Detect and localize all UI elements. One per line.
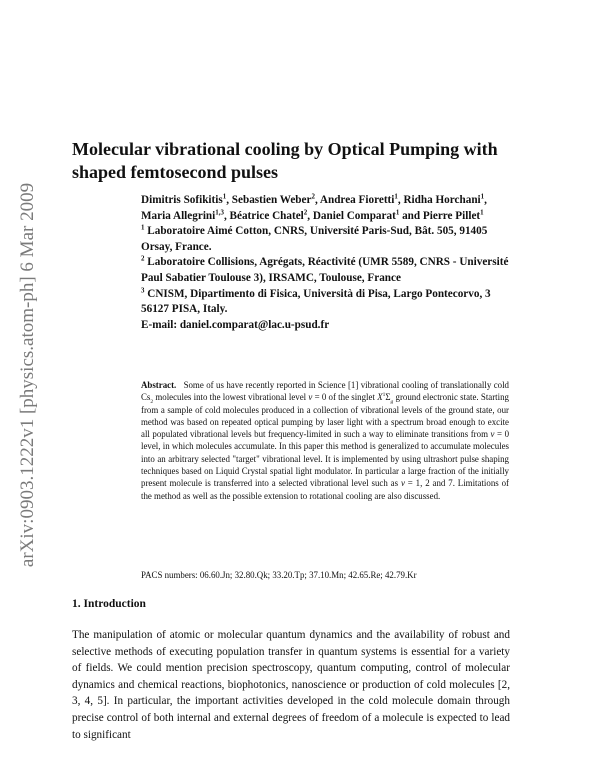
affiliation-3: $^3$ CNISM, Dipartimento di Fisica, Università di Pisa, Largo Pontecorvo, 3 56127 PISA, Italy. (141, 285, 491, 316)
affiliation-2: $^2$ Laboratoire Collisions, Agrégats, Réactivité (UMR 5589, CNRS - Université Paul Sabatier Toulouse 3), IRSAMC, Toulouse, France (141, 254, 509, 284)
arxiv-identifier-margin (16, 155, 40, 595)
author-list: Dimitris Sofikitis$^1$, Sebastien Weber$^2$, Andrea Fioretti$^1$, Ridha Horchani$^1$, Maria Allegrini$^{1,3}$, Béatrice Chatel$^2$, Daniel Comparat$^1$ and Pierre Pillet$^1$ (141, 192, 487, 222)
paper-title: Molecular vibrational cooling by Optical Pumping with shaped femtosecond pulses (72, 139, 498, 182)
section-heading-introduction: 1. Introduction (72, 598, 146, 610)
author-email: E-mail: daniel.comparat@lac.u-psud.fr (141, 318, 330, 331)
pacs-numbers: PACS numbers: 06.60.Jn; 32.80.Qk; 33.20.Tp; 37.10.Mn; 42.65.Re; 42.79.Kr (141, 570, 417, 580)
affiliation-1: $^1$ Laboratoire Aimé Cotton, CNRS, Université Paris-Sud, Bât. 505, 91405 Orsay, France. (141, 223, 488, 253)
abstract: Abstract. Some of us have recently reported in Science [1] vibrational cooling of translationally cold $Cs_2$ molecules into the lowest vibrational level v = 0 of the singlet $X^1\Sigma_g$ ground electronic state. Starting from a sample of cold molecules produced in a collection of vibrational levels of the ground state, our method was based on repeated optical pumping by laser light with a spectrum broad enough to excite all populated vibrational levels but frequency-limited in such a way to eliminate transitions from v = 0 level, in which molecules accumulate. In this paper this method is generalized to accumulate molecules into an arbitrary selected "target" vibrational level. It is implemented by using ultrashort pulse shaping techniques based on Liquid Crystal spatial light modulator. In particular a large fraction of the initially present molecule is transferred into a selected vibrational level such as v = 1, 2 and 7. Limitations of the method as well as the possible extension to rotational cooling are also discussed. (141, 380, 510, 501)
introduction-paragraph: The manipulation of atomic or molecular quantum dynamics and the availability of robust and selective methods of executing population transfer in quantum systems is essential for a variety of fields. We could mention precision spectroscopy, quantum computing, control of molecular dynamics and chemical reactions, biophotonics, nanoscience or production of cold molecules [2, 3, 4, 5]. In particular, the important activities developed in the cold molecule domain through precise control of both internal and external degrees of freedom of a molecule is expected to lead to significant (72, 629, 510, 741)
arxiv-identifier: arXiv:0903.1222v1 [physics.atom-ph] 6 Mar 2009 (17, 182, 39, 568)
author-block (141, 193, 509, 333)
abstract-label: Abstract. (141, 380, 177, 390)
